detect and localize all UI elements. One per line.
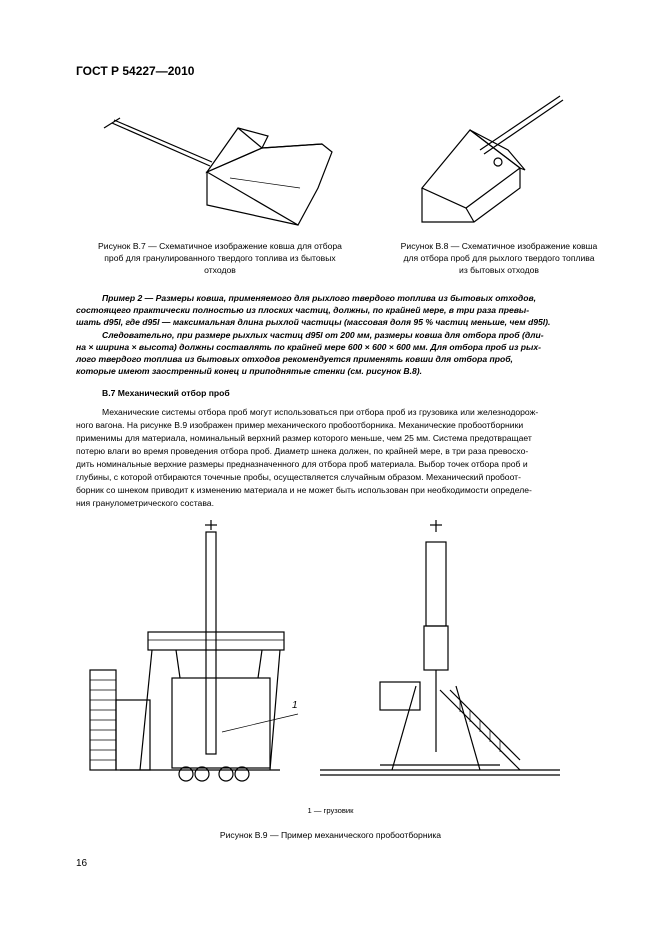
scoop-b8-drawing xyxy=(422,96,563,222)
figure-b9-caption: Рисунок В.9 — Пример механического пробоотборника xyxy=(219,830,442,840)
figure-b7-caption: Рисунок В.7 — Схематичное изображение ковша для отбора проб для гранулированного твердого топлива из бытовых отходов xyxy=(98,241,342,275)
page-header: ГОСТ Р 54227—2010 xyxy=(76,64,195,78)
sampler-front-view-drawing xyxy=(320,520,560,775)
sampler-side-view-drawing xyxy=(90,520,298,781)
figure-legend: 1 — грузовик xyxy=(307,806,354,815)
figure-b8-caption: Рисунок В.8 — Схематичное изображение ковша для отбора проб для рыхлого твердого топлива из бытовых отходов xyxy=(400,241,598,275)
example-paragraph-1: Пример 2 — Размеры ковша, применяемого для рыхлого твердого топлива из бытовых отходов, xyxy=(102,293,537,303)
figure-callout-1: 1 xyxy=(292,700,298,711)
page-number: 16 xyxy=(76,858,88,869)
section-title: В.7 Механический отбор проб xyxy=(102,388,230,398)
example-paragraph-2: Следовательно, при размере рыхлых частиц d95l от 200 мм, размеры ковша для отбора проб (дли- xyxy=(102,329,544,340)
scoop-b7-drawing xyxy=(104,118,332,225)
body-text: Механические системы отбора проб могут использоваться при отбора проб из грузовика или железнодорож- ного вагона. На рисунке В.9 изображен пример механического пробоотборника. Механические пробоотборники применимы для материала, номинальный верхний размер которого меньше, чем 25 мм. Система предотвращает потерю влаги во время проведения отбора проб. Диаметр шнека должен, по крайней мере, в три раза превосхо- дить номинальные верхние размеры предназначенного для отбора проб материала. Выбор точек отбора проб и глубины, с которой отбираются точечные пробы, осуществляется случайным образом. Механический пробоот- борник со шнеком приводит к изменению материала и не может быть использован при необходимости определе- ния гранулометрического состава. xyxy=(76,407,539,508)
example-block: Пример 2 — Размеры ковша, применяемого для рыхлого твердого топлива из бытовых отходов, состоящего практически полностью из плоских частиц, должны, по крайней мере, в три раза превы- шать d95l, где d95l — максимальная длина рыхлой частицы (массовая доля 95 % частиц меньше, чем d95l). Следовательно, при размере рыхлых частиц d95l от 200 мм, размеры ковша для отбора проб (дли- на × ширина × высота) должны составлять по крайней мере 600 × 600 × 600 мм. Для отбора проб из рых- лого твердого топлива из бытовых отходов рекомендуется применять ковши для отбора проб, которые имеют заостренный конец и приподнятые стенки (см. рисунок В.8). xyxy=(76,292,616,377)
